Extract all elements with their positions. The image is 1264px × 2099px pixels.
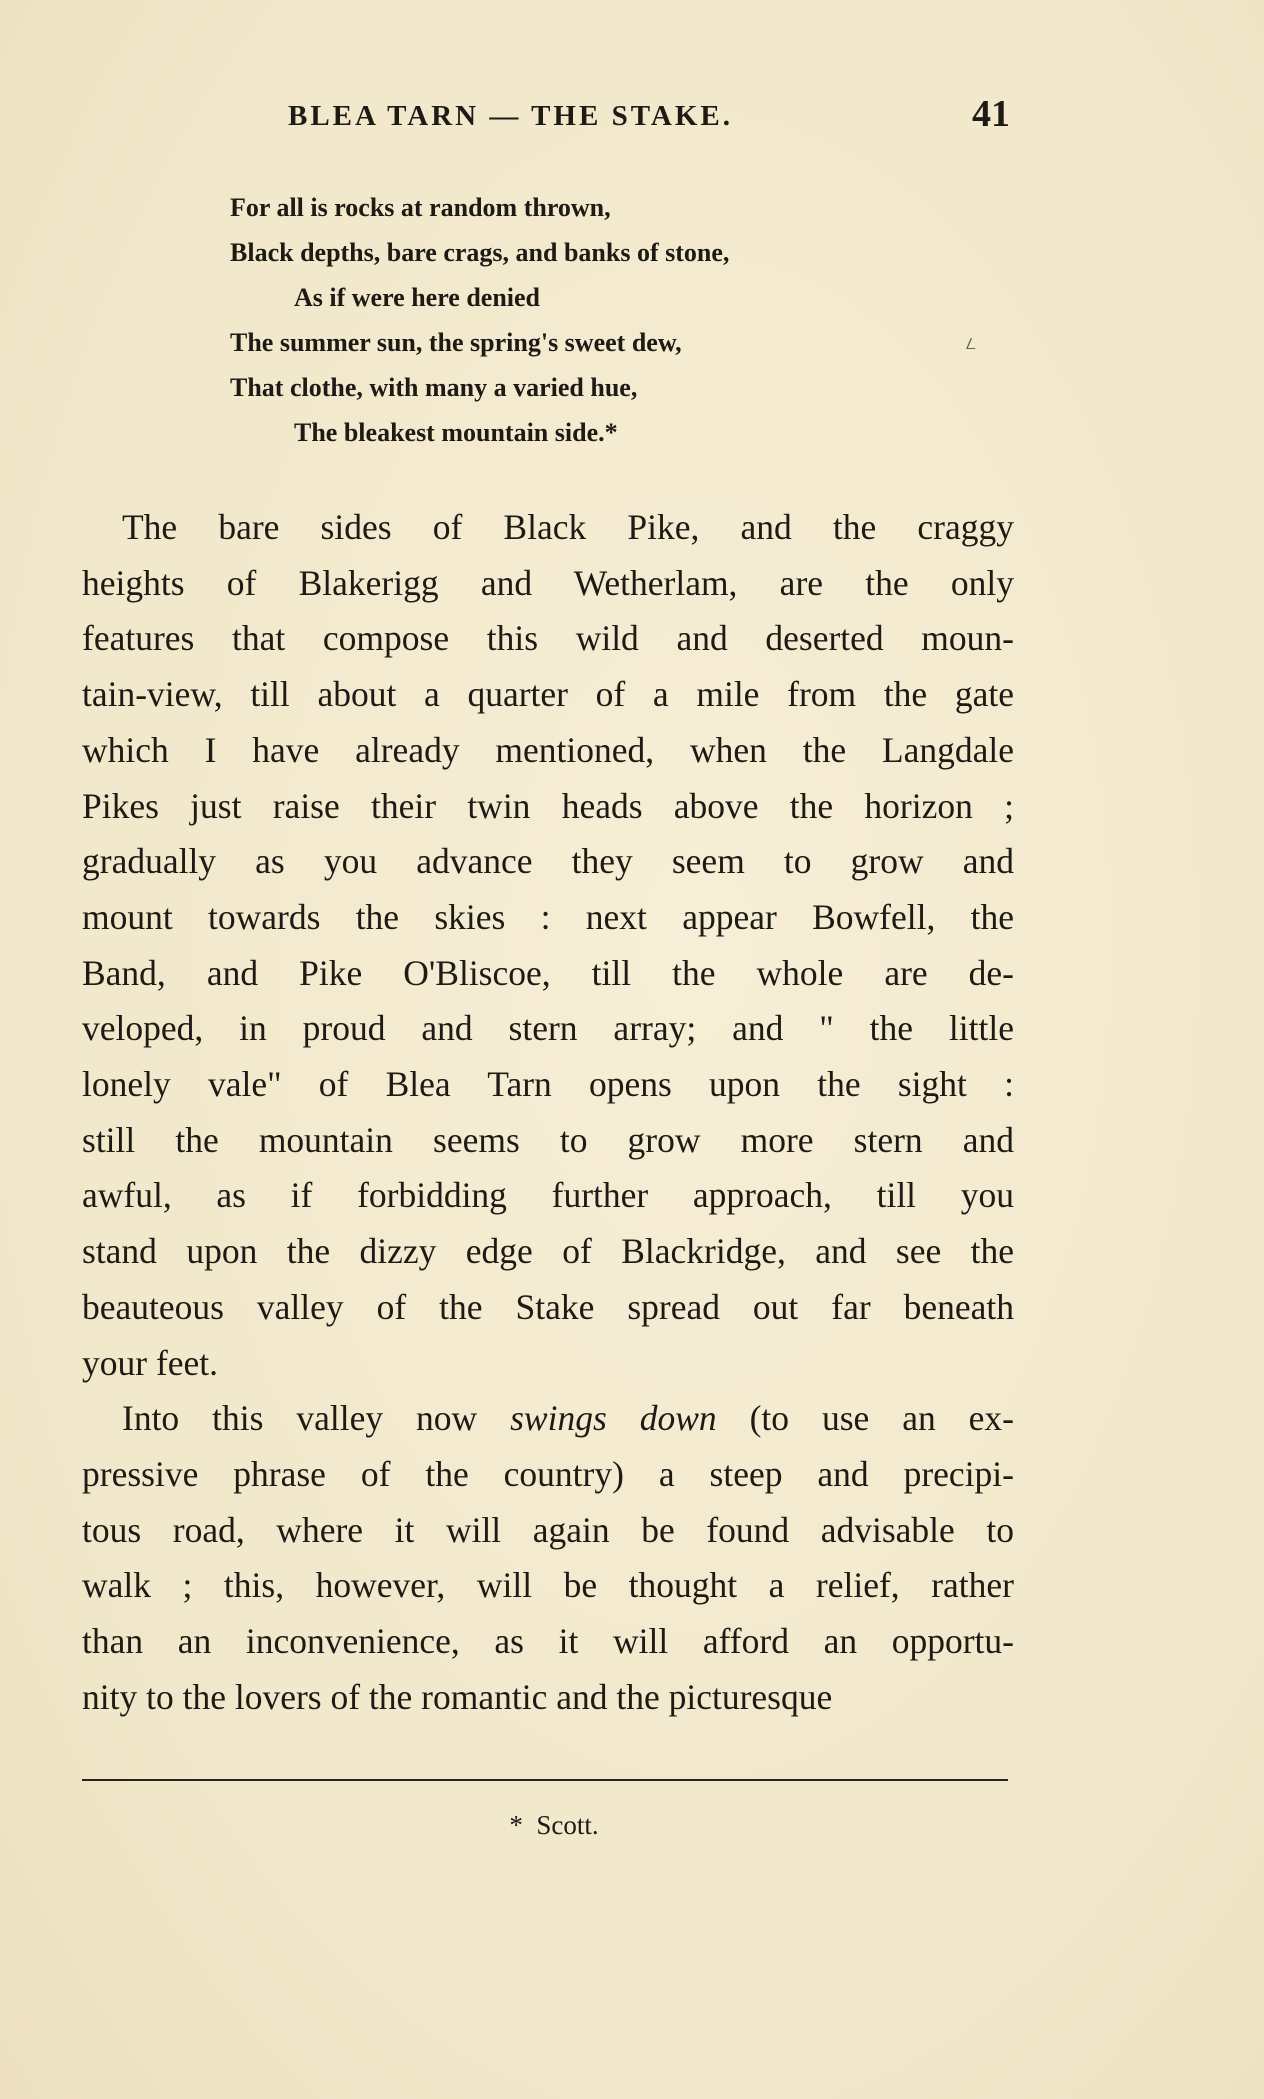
italic-phrase: swings down xyxy=(510,1398,717,1439)
footnote-text: Scott. xyxy=(536,1810,599,1840)
verse-line: As if were here denied xyxy=(294,283,540,312)
verse-line: Black depths, bare crags, and banks of stone, xyxy=(230,238,730,267)
page-number: 41 xyxy=(972,93,1010,135)
verse-line: The bleakest mountain side.* xyxy=(294,418,618,447)
paragraph-1-line: The bare sides of Black Pike, and the craggy xyxy=(122,507,1014,547)
body-text xyxy=(82,500,1014,1725)
paragraph-2-line: tous road, where it will again be found advisable to xyxy=(82,1509,1014,1550)
paragraph-1-line: heights of Blakerigg and Wetherlam, are the only xyxy=(82,562,1014,603)
paragraph-2-line: than an inconvenience, as it will afford an opportu- xyxy=(82,1621,1014,1662)
paragraph-1-line: tain-view, till about a quarter of a mile from the gate xyxy=(82,674,1014,715)
paragraph-1-line: lonely vale" of Blea Tarn opens upon the sight : xyxy=(82,1064,1014,1105)
paragraph-1-line: still the mountain seems to grow more stern and xyxy=(82,1119,1014,1160)
paragraph-1 xyxy=(82,500,1014,1391)
paragraph-2-line: nity to the lovers of the romantic and the picturesque xyxy=(82,1676,833,1717)
paragraph-1-line: your feet. xyxy=(82,1342,219,1383)
footnote xyxy=(0,1810,1108,1841)
paragraph-1-line: beauteous valley of the Stake spread out far beneath xyxy=(82,1286,1014,1327)
text-run: (to use an ex- xyxy=(749,1398,1014,1439)
paragraph-2 xyxy=(82,1391,1014,1725)
paragraph-1-line: Band, and Pike O'Bliscoe, till the whole are de- xyxy=(82,952,1014,993)
paragraph-1-line: stand upon the dizzy edge of Blackridge, and see the xyxy=(82,1231,1014,1272)
paragraph-1-line: awful, as if forbidding further approach, till you xyxy=(82,1175,1014,1216)
paragraph-2-line: pressive phrase of the country) a steep and precipi- xyxy=(82,1453,1014,1494)
footnote-rule xyxy=(82,1779,1008,1781)
verse-quotation xyxy=(230,185,1110,455)
paragraph-2-line: walk ; this, however, will be thought a relief, rather xyxy=(82,1565,1014,1606)
running-head: BLEA TARN — THE STAKE. xyxy=(288,100,733,132)
paragraph-2-line xyxy=(82,1391,1014,1447)
verse-line: That clothe, with many a varied hue, xyxy=(230,373,638,402)
paragraph-1-line: Pikes just raise their twin heads above the horizon ; xyxy=(82,785,1014,826)
paragraph-1-line: veloped, in proud and stern array; and " the little xyxy=(82,1008,1014,1049)
footnote-marker: * xyxy=(509,1810,523,1840)
paragraph-1-line: which I have already mentioned, when the Langdale xyxy=(82,729,1014,770)
paragraph-1-line: features that compose this wild and deserted moun- xyxy=(82,618,1014,659)
verse-line: For all is rocks at random thrown, xyxy=(230,193,611,222)
paragraph-1-line: mount towards the skies : next appear Bowfell, the xyxy=(82,896,1014,937)
paragraph-1-line: gradually as you advance they seem to grow and xyxy=(82,841,1014,882)
text-run: Into this valley now xyxy=(122,1398,478,1439)
verse-line: The summer sun, the spring's sweet dew, xyxy=(230,328,682,357)
edge-mark-icon: ⎳ xyxy=(966,338,977,350)
